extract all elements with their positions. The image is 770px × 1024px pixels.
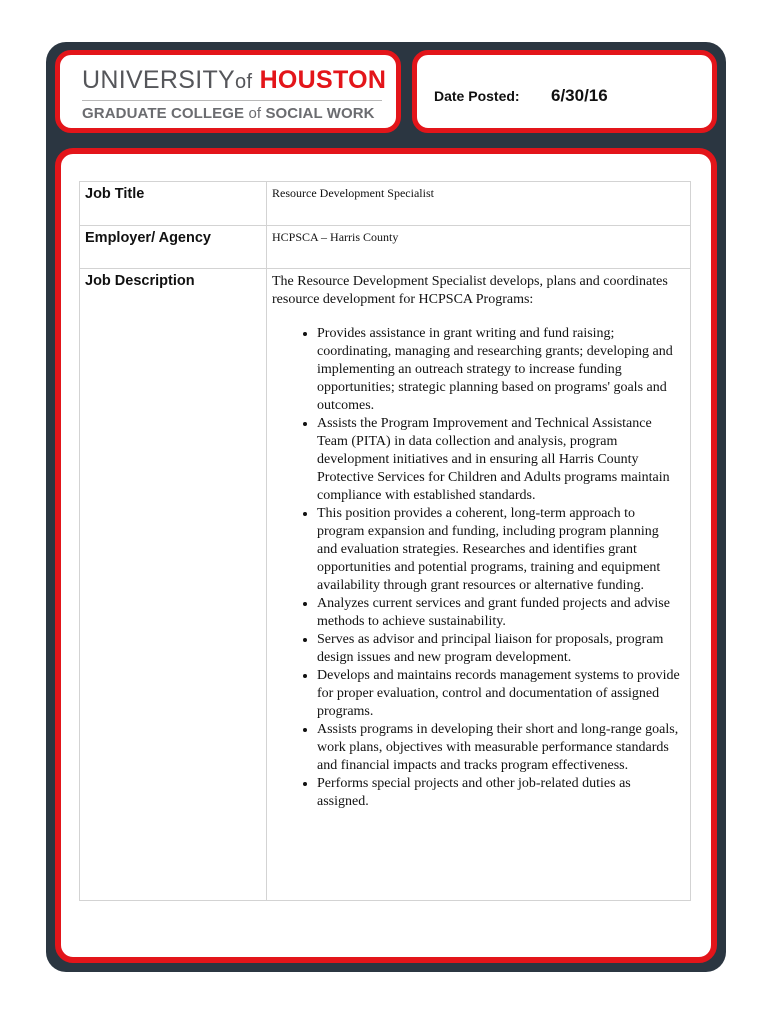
employer-row [80, 226, 691, 269]
job-description-label: Job Description [80, 269, 267, 901]
logo-university-line: UNIVERSITYof HOUSTON [82, 66, 387, 94]
employer-label: Employer/ Agency [80, 226, 267, 269]
date-posted-value: 6/30/16 [551, 86, 608, 105]
university-logo [55, 50, 401, 133]
duty-item: • Performs special projects and other job-related duties as assigned. [317, 775, 680, 811]
job-info-table [79, 181, 691, 901]
job-title-row [80, 182, 691, 226]
duty-item: • Analyzes current services and grant funded projects and advise methods to achieve sustainability. [317, 595, 680, 631]
duty-item: • Assists the Program Improvement and Technical Assistance Team (PITA) in data collection and analysis, program development initiatives and in ensuring all Harris County Protective Services for Children and Adults programs maintain compliance with established standards. [317, 415, 680, 505]
job-description-intro: The Resource Development Specialist develops, plans and coordinates resource development for HCPSCA Programs: [272, 274, 668, 307]
job-title-label: Job Title [80, 182, 267, 226]
logo-divider [82, 100, 382, 101]
employer-value: HCPSCA – Harris County [267, 226, 691, 269]
logo-college-line: GRADUATE COLLEGE of SOCIAL WORK [82, 105, 375, 122]
date-posted-label: Date Posted: [434, 88, 520, 104]
job-description-row [80, 269, 691, 901]
duty-item: • This position provides a coherent, long-term approach to program expansion and funding, including program planning and evaluation strategies. Researches and identifies grant opportunities and potential programs, training and equipment availability through grant resources or alternative funding. [317, 505, 680, 595]
job-description-value [267, 269, 691, 901]
duties-list [272, 325, 680, 811]
job-title-value: Resource Development Specialist [267, 182, 691, 226]
duty-item: • Assists programs in developing their short and long-range goals, work plans, objectives with measurable performance standards and financial impacts and tracks program effectiveness. [317, 721, 680, 775]
duty-item: • Serves as advisor and principal liaison for proposals, program design issues and new program development. [317, 631, 680, 667]
duty-item: • Develops and maintains records management systems to provide for proper evaluation, control and documentation of assigned programs. [317, 667, 680, 721]
date-posted-box [412, 50, 717, 133]
duty-item: • Provides assistance in grant writing and fund raising; coordinating, managing and researching grants; developing and implementing an outreach strategy to increase funding opportunities; strategic planning based on programs' goals and outcomes. [317, 325, 680, 415]
